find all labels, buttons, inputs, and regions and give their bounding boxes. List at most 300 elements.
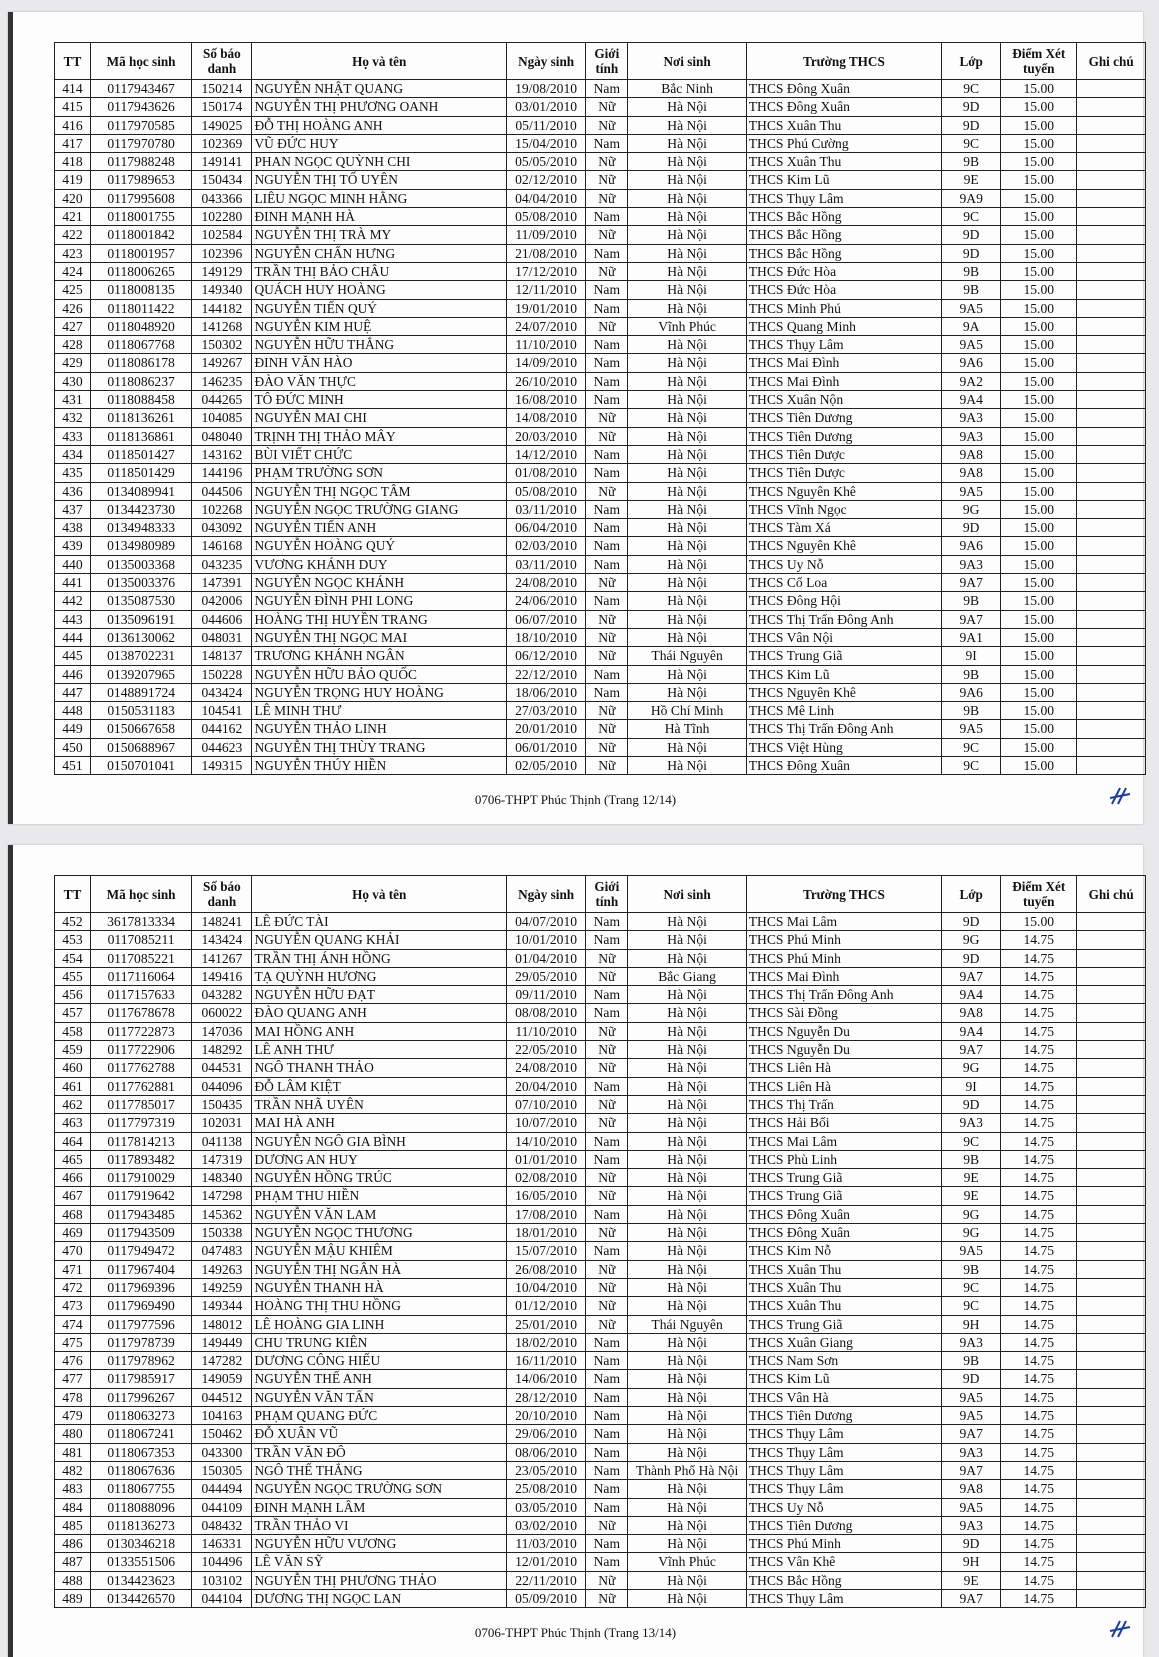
cell-tt: 431 [55, 391, 91, 409]
cell-note [1077, 1553, 1146, 1571]
cell-school: THCS Thị Trấn Đông Anh [746, 986, 941, 1004]
cell-candidate-number: 149129 [192, 262, 252, 280]
cell-score: 14.75 [1001, 1461, 1077, 1479]
cell-candidate-number: 042006 [192, 592, 252, 610]
cell-birth-date: 29/05/2010 [507, 967, 586, 985]
cell-birth-date: 17/08/2010 [507, 1205, 586, 1223]
table-row [55, 134, 1146, 152]
cell-gender: Nữ [586, 116, 628, 134]
cell-tt: 470 [55, 1242, 91, 1260]
cell-gender: Nữ [586, 153, 628, 171]
cell-full-name: MAI HỒNG ANH [252, 1022, 507, 1040]
cell-score: 15.00 [1001, 628, 1077, 646]
cell-full-name: PHẠM TRƯỜNG SƠN [252, 464, 507, 482]
table-row [55, 555, 1146, 573]
cell-birthplace: Hà Nội [628, 244, 746, 262]
cell-tt: 436 [55, 482, 91, 500]
cell-class: 9A3 [942, 1114, 1001, 1132]
cell-note [1077, 628, 1146, 646]
cell-class: 9A3 [942, 409, 1001, 427]
cell-gender: Nữ [586, 171, 628, 189]
cell-class: 9I [942, 647, 1001, 665]
cell-tt: 444 [55, 628, 91, 646]
cell-note [1077, 1461, 1146, 1479]
cell-student-id: 0117943509 [90, 1224, 191, 1242]
cell-class: 9A [942, 317, 1001, 335]
cell-school: THCS Xuân Thu [746, 1297, 941, 1315]
cell-school: THCS Tiên Dương [746, 1407, 941, 1425]
cell-candidate-number: 148137 [192, 647, 252, 665]
cell-note [1077, 555, 1146, 573]
cell-school: THCS Đông Xuân [746, 756, 941, 774]
cell-score: 15.00 [1001, 98, 1077, 116]
cell-note [1077, 1059, 1146, 1077]
cell-gender: Nữ [586, 1022, 628, 1040]
cell-birth-date: 17/12/2010 [507, 262, 586, 280]
cell-birth-date: 03/11/2010 [507, 500, 586, 518]
header-col-school: Trường THCS [746, 43, 941, 80]
cell-note [1077, 500, 1146, 518]
cell-score: 15.00 [1001, 647, 1077, 665]
cell-student-id: 0117116064 [90, 967, 191, 985]
cell-birthplace: Hà Nội [628, 98, 746, 116]
cell-birth-date: 22/11/2010 [507, 1571, 586, 1589]
cell-class: 9A9 [942, 189, 1001, 207]
cell-gender: Nam [586, 1132, 628, 1150]
cell-birthplace: Hà Nội [628, 1407, 746, 1425]
cell-birth-date: 18/10/2010 [507, 628, 586, 646]
cell-tt: 429 [55, 354, 91, 372]
cell-full-name: LÊ MINH THƯ [252, 702, 507, 720]
cell-birthplace: Hà Nội [628, 1480, 746, 1498]
cell-birthplace: Hà Nội [628, 1333, 746, 1351]
table-row [55, 1516, 1146, 1534]
cell-full-name: NGUYỄN MAI CHI [252, 409, 507, 427]
cell-score: 15.00 [1001, 665, 1077, 683]
cell-score: 14.75 [1001, 1407, 1077, 1425]
cell-school: THCS Nguyễn Du [746, 1022, 941, 1040]
cell-birthplace: Hà Nội [628, 1571, 746, 1589]
cell-student-id: 0139207965 [90, 665, 191, 683]
cell-gender: Nam [586, 299, 628, 317]
cell-tt: 418 [55, 153, 91, 171]
cell-gender: Nữ [586, 262, 628, 280]
cell-note [1077, 1370, 1146, 1388]
cell-note [1077, 1297, 1146, 1315]
cell-student-id: 0117157633 [90, 986, 191, 1004]
header-col-tt: TT [55, 43, 91, 80]
cell-student-id: 0118136273 [90, 1516, 191, 1534]
cell-class: 9C [942, 1132, 1001, 1150]
cell-class: 9B [942, 665, 1001, 683]
cell-birth-date: 24/08/2010 [507, 574, 586, 592]
cell-birthplace: Hà Nội [628, 1132, 746, 1150]
cell-note [1077, 738, 1146, 756]
cell-school: THCS Quang Minh [746, 317, 941, 335]
cell-candidate-number: 149059 [192, 1370, 252, 1388]
cell-gender: Nam [586, 1498, 628, 1516]
cell-student-id: 0117977596 [90, 1315, 191, 1333]
cell-birthplace: Hà Nội [628, 913, 746, 931]
header-col-student-id: Mã học sinh [90, 876, 191, 913]
cell-school: THCS Đức Hòa [746, 281, 941, 299]
cell-score: 14.75 [1001, 1278, 1077, 1296]
cell-full-name: PHẠM THU HIỀN [252, 1187, 507, 1205]
cell-birth-date: 15/07/2010 [507, 1242, 586, 1260]
cell-tt: 423 [55, 244, 91, 262]
cell-birthplace: Hà Nội [628, 1352, 746, 1370]
cell-birth-date: 19/01/2010 [507, 299, 586, 317]
cell-tt: 466 [55, 1169, 91, 1187]
cell-class: 9C [942, 1278, 1001, 1296]
cell-school: THCS Mai Đình [746, 354, 941, 372]
document-page-13 [8, 845, 1143, 1657]
cell-candidate-number: 146168 [192, 537, 252, 555]
cell-candidate-number: 145362 [192, 1205, 252, 1223]
cell-full-name: NGUYỄN TIẾN ANH [252, 519, 507, 537]
cell-birthplace: Hà Nội [628, 931, 746, 949]
cell-candidate-number: 044096 [192, 1077, 252, 1095]
cell-note [1077, 1571, 1146, 1589]
cell-score: 14.75 [1001, 1041, 1077, 1059]
cell-gender: Nam [586, 1077, 628, 1095]
cell-note [1077, 1315, 1146, 1333]
cell-candidate-number: 150305 [192, 1461, 252, 1479]
cell-score: 15.00 [1001, 317, 1077, 335]
cell-candidate-number: 047483 [192, 1242, 252, 1260]
cell-tt: 415 [55, 98, 91, 116]
cell-full-name: NGUYỄN HOÀNG QUÝ [252, 537, 507, 555]
cell-birth-date: 06/07/2010 [507, 610, 586, 628]
cell-tt: 462 [55, 1095, 91, 1113]
cell-class: 9A8 [942, 445, 1001, 463]
cell-birthplace: Hà Nội [628, 537, 746, 555]
cell-birthplace: Hà Nội [628, 1150, 746, 1168]
table-row [55, 967, 1146, 985]
table-row [55, 409, 1146, 427]
cell-school: THCS Đông Xuân [746, 98, 941, 116]
cell-birth-date: 23/05/2010 [507, 1461, 586, 1479]
cell-birthplace: Hà Nội [628, 1205, 746, 1223]
cell-school: THCS Đông Hội [746, 592, 941, 610]
cell-score: 14.75 [1001, 1187, 1077, 1205]
cell-note [1077, 409, 1146, 427]
cell-tt: 427 [55, 317, 91, 335]
cell-candidate-number: 044531 [192, 1059, 252, 1077]
cell-candidate-number: 104163 [192, 1407, 252, 1425]
cell-gender: Nam [586, 1333, 628, 1351]
table-row [55, 1004, 1146, 1022]
cell-class: 9B [942, 592, 1001, 610]
cell-note [1077, 171, 1146, 189]
table-row [55, 281, 1146, 299]
cell-class: 9A6 [942, 354, 1001, 372]
cell-birthplace: Hà Nội [628, 1224, 746, 1242]
cell-tt: 467 [55, 1187, 91, 1205]
cell-school: THCS Tiên Dược [746, 445, 941, 463]
cell-school: THCS Cổ Loa [746, 574, 941, 592]
cell-birth-date: 14/10/2010 [507, 1132, 586, 1150]
table-row [55, 299, 1146, 317]
table-row [55, 427, 1146, 445]
cell-score: 15.00 [1001, 226, 1077, 244]
cell-class: 9A5 [942, 1388, 1001, 1406]
cell-full-name: NGUYỄN NGỌC KHÁNH [252, 574, 507, 592]
cell-class: 9G [942, 500, 1001, 518]
cell-score: 15.00 [1001, 537, 1077, 555]
cell-candidate-number: 048040 [192, 427, 252, 445]
cell-school: THCS Mai Đình [746, 372, 941, 390]
cell-full-name: NGUYỄN TIẾN QUÝ [252, 299, 507, 317]
cell-gender: Nam [586, 1535, 628, 1553]
cell-gender: Nam [586, 1425, 628, 1443]
table-row [55, 500, 1146, 518]
cell-gender: Nam [586, 1004, 628, 1022]
cell-candidate-number: 147036 [192, 1022, 252, 1040]
cell-school: THCS Phú Cường [746, 134, 941, 152]
cell-note [1077, 519, 1146, 537]
cell-gender: Nữ [586, 628, 628, 646]
cell-tt: 480 [55, 1425, 91, 1443]
cell-gender: Nữ [586, 189, 628, 207]
cell-class: 9I [942, 1077, 1001, 1095]
cell-birthplace: Hà Nội [628, 409, 746, 427]
cell-gender: Nữ [586, 1278, 628, 1296]
cell-school: THCS Thụy Lâm [746, 1443, 941, 1461]
cell-student-id: 0117678678 [90, 1004, 191, 1022]
table-row [55, 1315, 1146, 1333]
cell-note [1077, 1077, 1146, 1095]
cell-student-id: 0134089941 [90, 482, 191, 500]
cell-tt: 464 [55, 1132, 91, 1150]
cell-birth-date: 26/08/2010 [507, 1260, 586, 1278]
cell-class: 9B [942, 281, 1001, 299]
cell-note [1077, 756, 1146, 774]
page-footer: 0706-THPT Phúc Thịnh (Trang 12/14) [474, 792, 677, 807]
cell-class: 9A7 [942, 610, 1001, 628]
cell-class: 9A5 [942, 336, 1001, 354]
cell-full-name: NGUYỄN THÚY HIỀN [252, 756, 507, 774]
cell-note [1077, 702, 1146, 720]
cell-score: 15.00 [1001, 702, 1077, 720]
cell-tt: 471 [55, 1260, 91, 1278]
cell-birthplace: Hà Nội [628, 226, 746, 244]
cell-full-name: NGUYỄN THỊ PHƯƠNG OANH [252, 98, 507, 116]
cell-birthplace: Hà Nội [628, 1278, 746, 1296]
cell-note [1077, 1187, 1146, 1205]
cell-birth-date: 28/12/2010 [507, 1388, 586, 1406]
cell-full-name: NGUYỄN NGÔ GIA BÌNH [252, 1132, 507, 1150]
cell-birthplace: Hà Nội [628, 1388, 746, 1406]
cell-score: 15.00 [1001, 427, 1077, 445]
cell-gender: Nữ [586, 427, 628, 445]
cell-school: THCS Thụy Lâm [746, 1480, 941, 1498]
cell-candidate-number: 144196 [192, 464, 252, 482]
header-col-birth-date: Ngày sinh [507, 876, 586, 913]
cell-candidate-number: 044506 [192, 482, 252, 500]
cell-gender: Nữ [586, 98, 628, 116]
cell-student-id: 0117978962 [90, 1352, 191, 1370]
cell-note [1077, 1516, 1146, 1534]
cell-school: THCS Đức Hòa [746, 262, 941, 280]
cell-school: THCS Đông Xuân [746, 1205, 941, 1223]
cell-score: 15.00 [1001, 464, 1077, 482]
cell-full-name: ĐINH MẠNH LÂM [252, 1498, 507, 1516]
table-row [55, 153, 1146, 171]
cell-tt: 479 [55, 1407, 91, 1425]
cell-class: 9E [942, 171, 1001, 189]
cell-birthplace: Hà Nội [628, 1260, 746, 1278]
cell-gender: Nam [586, 445, 628, 463]
cell-birth-date: 14/09/2010 [507, 354, 586, 372]
cell-student-id: 0118086178 [90, 354, 191, 372]
cell-birthplace: Hà Nội [628, 555, 746, 573]
cell-birth-date: 03/05/2010 [507, 1498, 586, 1516]
cell-student-id: 0117988248 [90, 153, 191, 171]
cell-birthplace: Vĩnh Phúc [628, 317, 746, 335]
cell-gender: Nam [586, 80, 628, 98]
cell-birth-date: 21/08/2010 [507, 244, 586, 262]
cell-full-name: VƯƠNG KHÁNH DUY [252, 555, 507, 573]
table-row [55, 445, 1146, 463]
cell-school: THCS Nam Sơn [746, 1352, 941, 1370]
cell-tt: 475 [55, 1333, 91, 1351]
cell-class: 9A7 [942, 1041, 1001, 1059]
table-row [55, 702, 1146, 720]
cell-class: 9E [942, 1169, 1001, 1187]
cell-class: 9D [942, 226, 1001, 244]
cell-tt: 478 [55, 1388, 91, 1406]
cell-gender: Nữ [586, 647, 628, 665]
cell-school: THCS Trung Giã [746, 1187, 941, 1205]
cell-student-id: 0118501429 [90, 464, 191, 482]
cell-student-id: 0117814213 [90, 1132, 191, 1150]
cell-score: 14.75 [1001, 1095, 1077, 1113]
cell-birthplace: Hà Nội [628, 1004, 746, 1022]
cell-gender: Nam [586, 1388, 628, 1406]
cell-note [1077, 1114, 1146, 1132]
cell-note [1077, 226, 1146, 244]
cell-gender: Nữ [586, 1589, 628, 1607]
cell-birthplace: Hà Nội [628, 756, 746, 774]
cell-school: THCS Bắc Hồng [746, 226, 941, 244]
cell-score: 14.75 [1001, 949, 1077, 967]
cell-full-name: NGUYỄN HỮU ĐẠT [252, 986, 507, 1004]
cell-score: 15.00 [1001, 336, 1077, 354]
table-row [55, 482, 1146, 500]
cell-gender: Nữ [586, 1516, 628, 1534]
cell-tt: 461 [55, 1077, 91, 1095]
cell-student-id: 0134426570 [90, 1589, 191, 1607]
cell-birth-date: 06/12/2010 [507, 647, 586, 665]
cell-candidate-number: 150338 [192, 1224, 252, 1242]
cell-birth-date: 02/03/2010 [507, 537, 586, 555]
cell-score: 15.00 [1001, 153, 1077, 171]
cell-full-name: ĐỖ XUÂN VŨ [252, 1425, 507, 1443]
cell-birth-date: 18/06/2010 [507, 683, 586, 701]
cell-school: THCS Kim Nỗ [746, 1242, 941, 1260]
table-row [55, 1059, 1146, 1077]
cell-full-name: ĐÀO VĂN THỰC [252, 372, 507, 390]
cell-note [1077, 262, 1146, 280]
table-row [55, 1297, 1146, 1315]
cell-score: 15.00 [1001, 519, 1077, 537]
cell-full-name: TRỊNH THỊ THẢO MÂY [252, 427, 507, 445]
cell-full-name: NGÔ THANH THẢO [252, 1059, 507, 1077]
initials-mark-icon [1106, 784, 1136, 808]
cell-gender: Nữ [586, 1315, 628, 1333]
table-row [55, 208, 1146, 226]
cell-class: 9A6 [942, 683, 1001, 701]
cell-candidate-number: 149416 [192, 967, 252, 985]
table-row [55, 171, 1146, 189]
table-row [55, 683, 1146, 701]
cell-school: THCS Liên Hà [746, 1077, 941, 1095]
cell-tt: 428 [55, 336, 91, 354]
cell-birthplace: Hà Nội [628, 1041, 746, 1059]
cell-note [1077, 134, 1146, 152]
cell-candidate-number: 150435 [192, 1095, 252, 1113]
table-header [55, 876, 1146, 913]
cell-gender: Nam [586, 372, 628, 390]
cell-score: 14.75 [1001, 1553, 1077, 1571]
table-row [55, 116, 1146, 134]
cell-candidate-number: 044265 [192, 391, 252, 409]
cell-tt: 489 [55, 1589, 91, 1607]
cell-note [1077, 1480, 1146, 1498]
cell-score: 15.00 [1001, 500, 1077, 518]
cell-note [1077, 189, 1146, 207]
table-row [55, 1535, 1146, 1553]
cell-candidate-number: 044109 [192, 1498, 252, 1516]
cell-student-id: 0118048920 [90, 317, 191, 335]
cell-class: 9D [942, 244, 1001, 262]
cell-student-id: 0117722906 [90, 1041, 191, 1059]
cell-tt: 481 [55, 1443, 91, 1461]
cell-class: 9C [942, 1297, 1001, 1315]
cell-birth-date: 24/08/2010 [507, 1059, 586, 1077]
cell-school: THCS Thụy Lâm [746, 336, 941, 354]
cell-candidate-number: 150174 [192, 98, 252, 116]
cell-birthplace: Hà Nội [628, 1516, 746, 1534]
cell-full-name: HOÀNG THỊ THU HỒNG [252, 1297, 507, 1315]
cell-gender: Nam [586, 986, 628, 1004]
cell-class: 9A6 [942, 537, 1001, 555]
cell-tt: 447 [55, 683, 91, 701]
header-col-gender: Giới tính [586, 43, 628, 80]
cell-full-name: NGUYỄN NGỌC THƯƠNG [252, 1224, 507, 1242]
cell-birth-date: 11/10/2010 [507, 1022, 586, 1040]
cell-score: 15.00 [1001, 354, 1077, 372]
cell-candidate-number: 143424 [192, 931, 252, 949]
cell-birth-date: 02/05/2010 [507, 756, 586, 774]
cell-student-id: 0118067755 [90, 1480, 191, 1498]
cell-student-id: 0135003376 [90, 574, 191, 592]
cell-tt: 469 [55, 1224, 91, 1242]
cell-student-id: 0117797319 [90, 1114, 191, 1132]
cell-school: THCS Nguyễn Du [746, 1041, 941, 1059]
cell-note [1077, 208, 1146, 226]
cell-note [1077, 1022, 1146, 1040]
cell-score: 15.00 [1001, 189, 1077, 207]
cell-student-id: 0117970585 [90, 116, 191, 134]
table-row [55, 986, 1146, 1004]
cell-birthplace: Hà Nội [628, 519, 746, 537]
cell-full-name: NGUYỄN THỊ NGÂN HÀ [252, 1260, 507, 1278]
cell-note [1077, 1535, 1146, 1553]
cell-school: THCS Xuân Thu [746, 153, 941, 171]
cell-candidate-number: 043092 [192, 519, 252, 537]
